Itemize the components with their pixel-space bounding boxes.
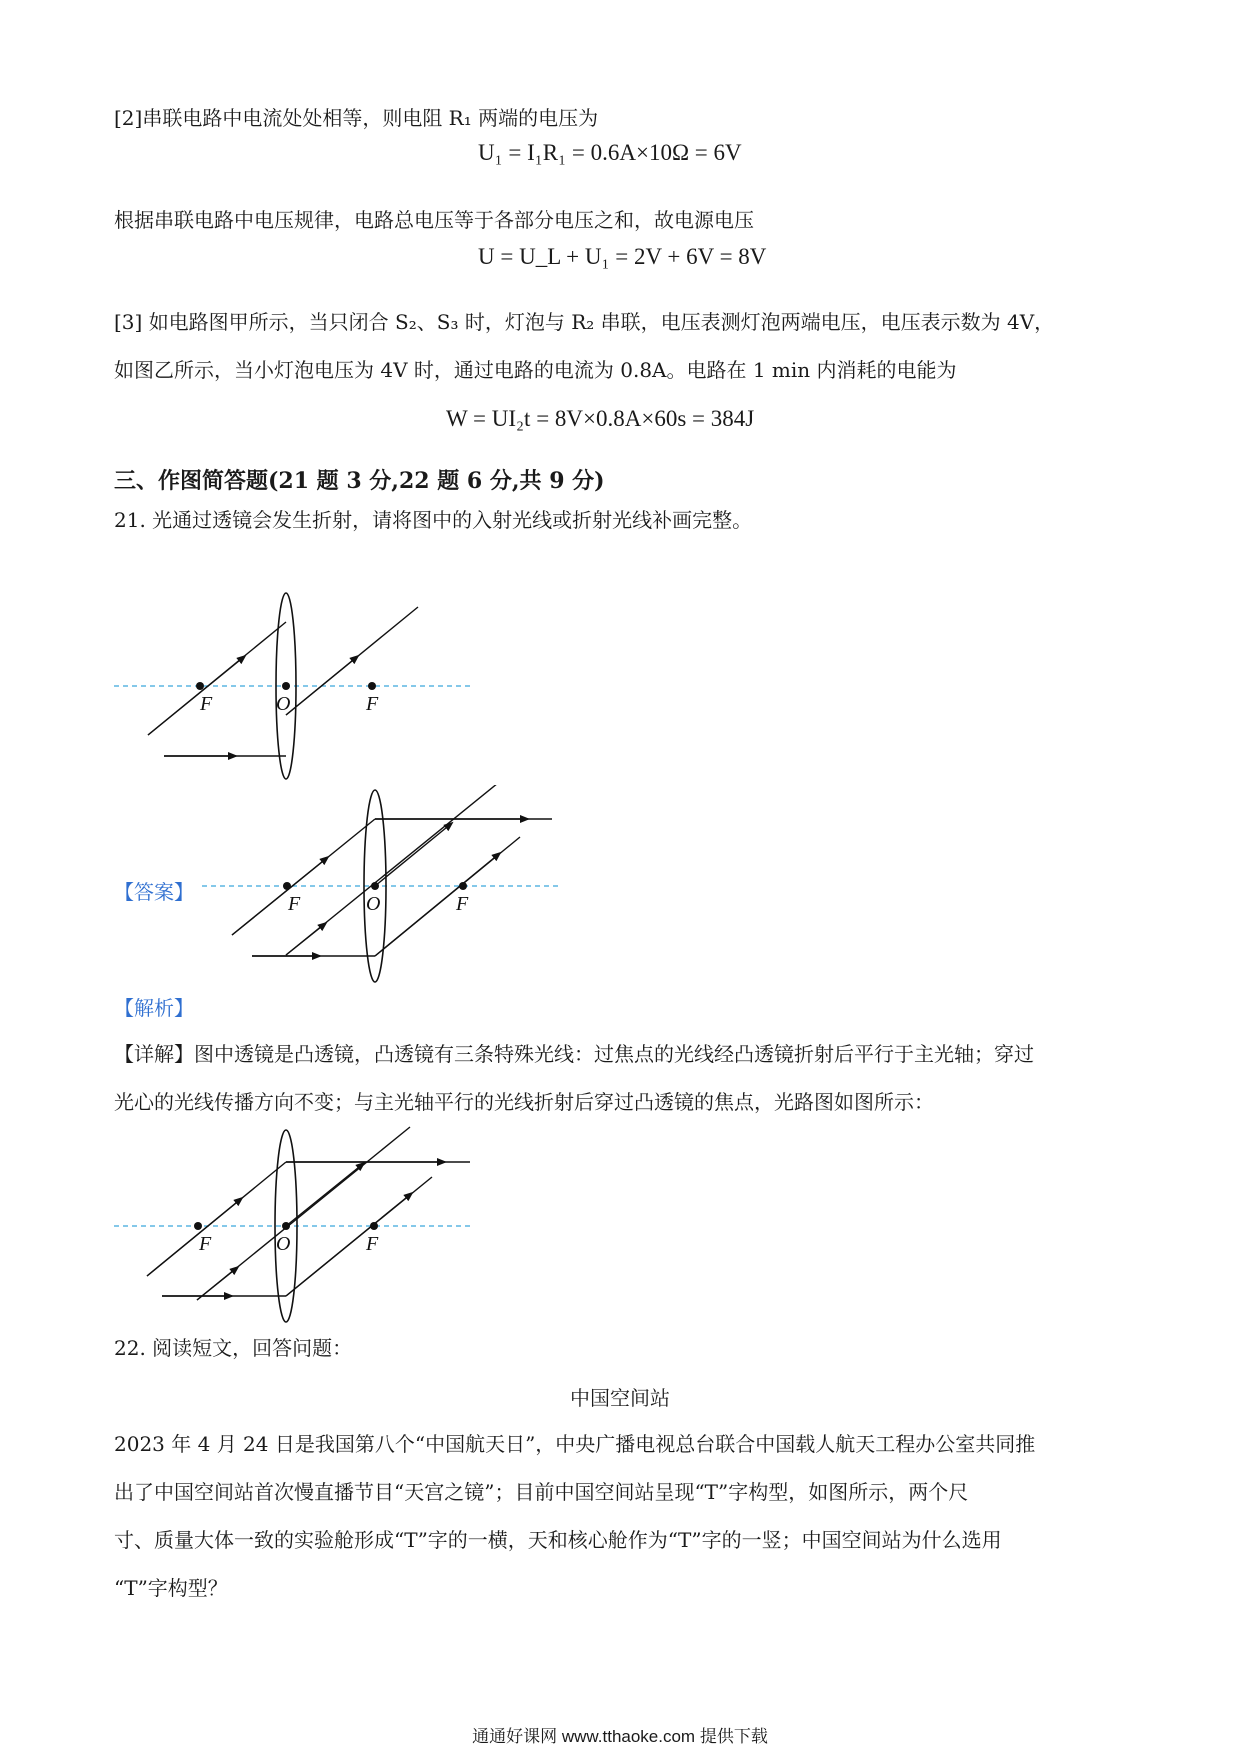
- analysis-label: 【解析】: [114, 996, 194, 1020]
- section-title: 三、作图简答题(21 题 3 分,22 题 6 分,共 9 分): [114, 468, 605, 494]
- label-center: O: [276, 1233, 291, 1255]
- ray-arrow-1: [232, 857, 328, 935]
- question-22-stem: 22. 阅读短文，回答问题：: [114, 1336, 353, 1360]
- lens-diagram-answer: [200, 785, 570, 985]
- page-footer: 通通好课网 www.tthaoke.com 提供下载: [472, 1727, 768, 1746]
- ray-arrow-2b: [286, 1163, 364, 1226]
- label-focus-right: F: [366, 693, 379, 715]
- focus-point-right: [370, 1222, 378, 1230]
- ray-arrow-3b: [286, 1193, 412, 1296]
- label-focus-left: F: [288, 893, 301, 915]
- optical-center: [282, 682, 290, 690]
- answer-label: 【答案】: [114, 880, 194, 904]
- article-para-line-2: 出了中国空间站首次慢直播节目“天宫之镜”；目前中国空间站呈现“T”字构型，如图所示，两个尺: [114, 1480, 969, 1504]
- focus-point-right: [368, 682, 376, 690]
- label-focus-right: F: [456, 893, 469, 915]
- focus-point-left: [283, 882, 291, 890]
- article-para-line-1: 2023 年 4 月 24 日是我国第八个“中国航天日”，中央广播电视总台联合中国载人航天工程办公室共同推: [114, 1432, 1036, 1456]
- equation-energy: W = UI₂t = 8V×0.8A×60s = 384J: [446, 406, 755, 431]
- focus-point-right: [459, 882, 467, 890]
- article-para-line-4: “T”字构型？: [114, 1576, 228, 1600]
- ray-arrow-2b: [375, 823, 452, 886]
- article-title: 中国空间站: [570, 1386, 670, 1410]
- optical-center: [371, 882, 379, 890]
- solution-voltage-law: 根据串联电路中电压规律，电路总电压等于各部分电压之和，故电源电压: [114, 208, 754, 232]
- label-focus-right: F: [366, 1233, 379, 1255]
- detail-line-1: 【详解】图中透镜是凸透镜，凸透镜有三条特殊光线：过焦点的光线经凸透镜折射后平行于主光轴；穿过: [114, 1042, 1034, 1066]
- lens-diagram-explanation: [100, 1125, 500, 1335]
- label-center: O: [276, 693, 291, 715]
- focus-point-left: [194, 1222, 202, 1230]
- detail-line-2: 光心的光线传播方向不变；与主光轴平行的光线折射后穿过凸透镜的焦点，光路图如图所示：: [114, 1090, 934, 1114]
- question-21-stem: 21. 光通过透镜会发生折射，请将图中的入射光线或折射光线补画完整。: [114, 508, 753, 532]
- solution-step-3b: 如图乙所示，当小灯泡电压为 4V 时，通过电路的电流为 0.8A。电路在 1 min 内消耗的电能为: [114, 358, 957, 382]
- ray-arrow-1: [148, 656, 245, 735]
- focus-point-left: [196, 682, 204, 690]
- equation-u1: U₁ = I₁R₁ = 0.6A×10Ω = 6V: [478, 140, 742, 165]
- solution-step-2: [2]串联电路中电流处处相等，则电阻 R₁ 两端的电压为: [114, 106, 599, 130]
- lens-diagram-question: [100, 585, 500, 790]
- label-focus-left: F: [199, 1233, 212, 1255]
- ray-arrow-2: [197, 1267, 238, 1300]
- label-focus-left: F: [200, 693, 213, 715]
- label-center: O: [366, 893, 381, 915]
- ray-arrow-1: [147, 1198, 242, 1276]
- optical-center: [282, 1222, 290, 1230]
- ray-arrow-2: [286, 923, 326, 955]
- article-para-line-3: 寸、质量大体一致的实验舱形成“T”字的一横，天和核心舱作为“T”字的一竖；中国空间站为什么选用: [114, 1528, 1002, 1552]
- solution-step-3a: [3] 如电路图甲所示，当只闭合 S₂、S₃ 时，灯泡与 R₂ 串联，电压表测灯泡两端电压，电压表示数为 4V，: [114, 310, 1055, 334]
- equation-total-voltage: U = U_L + U₁ = 2V + 6V = 8V: [478, 244, 767, 269]
